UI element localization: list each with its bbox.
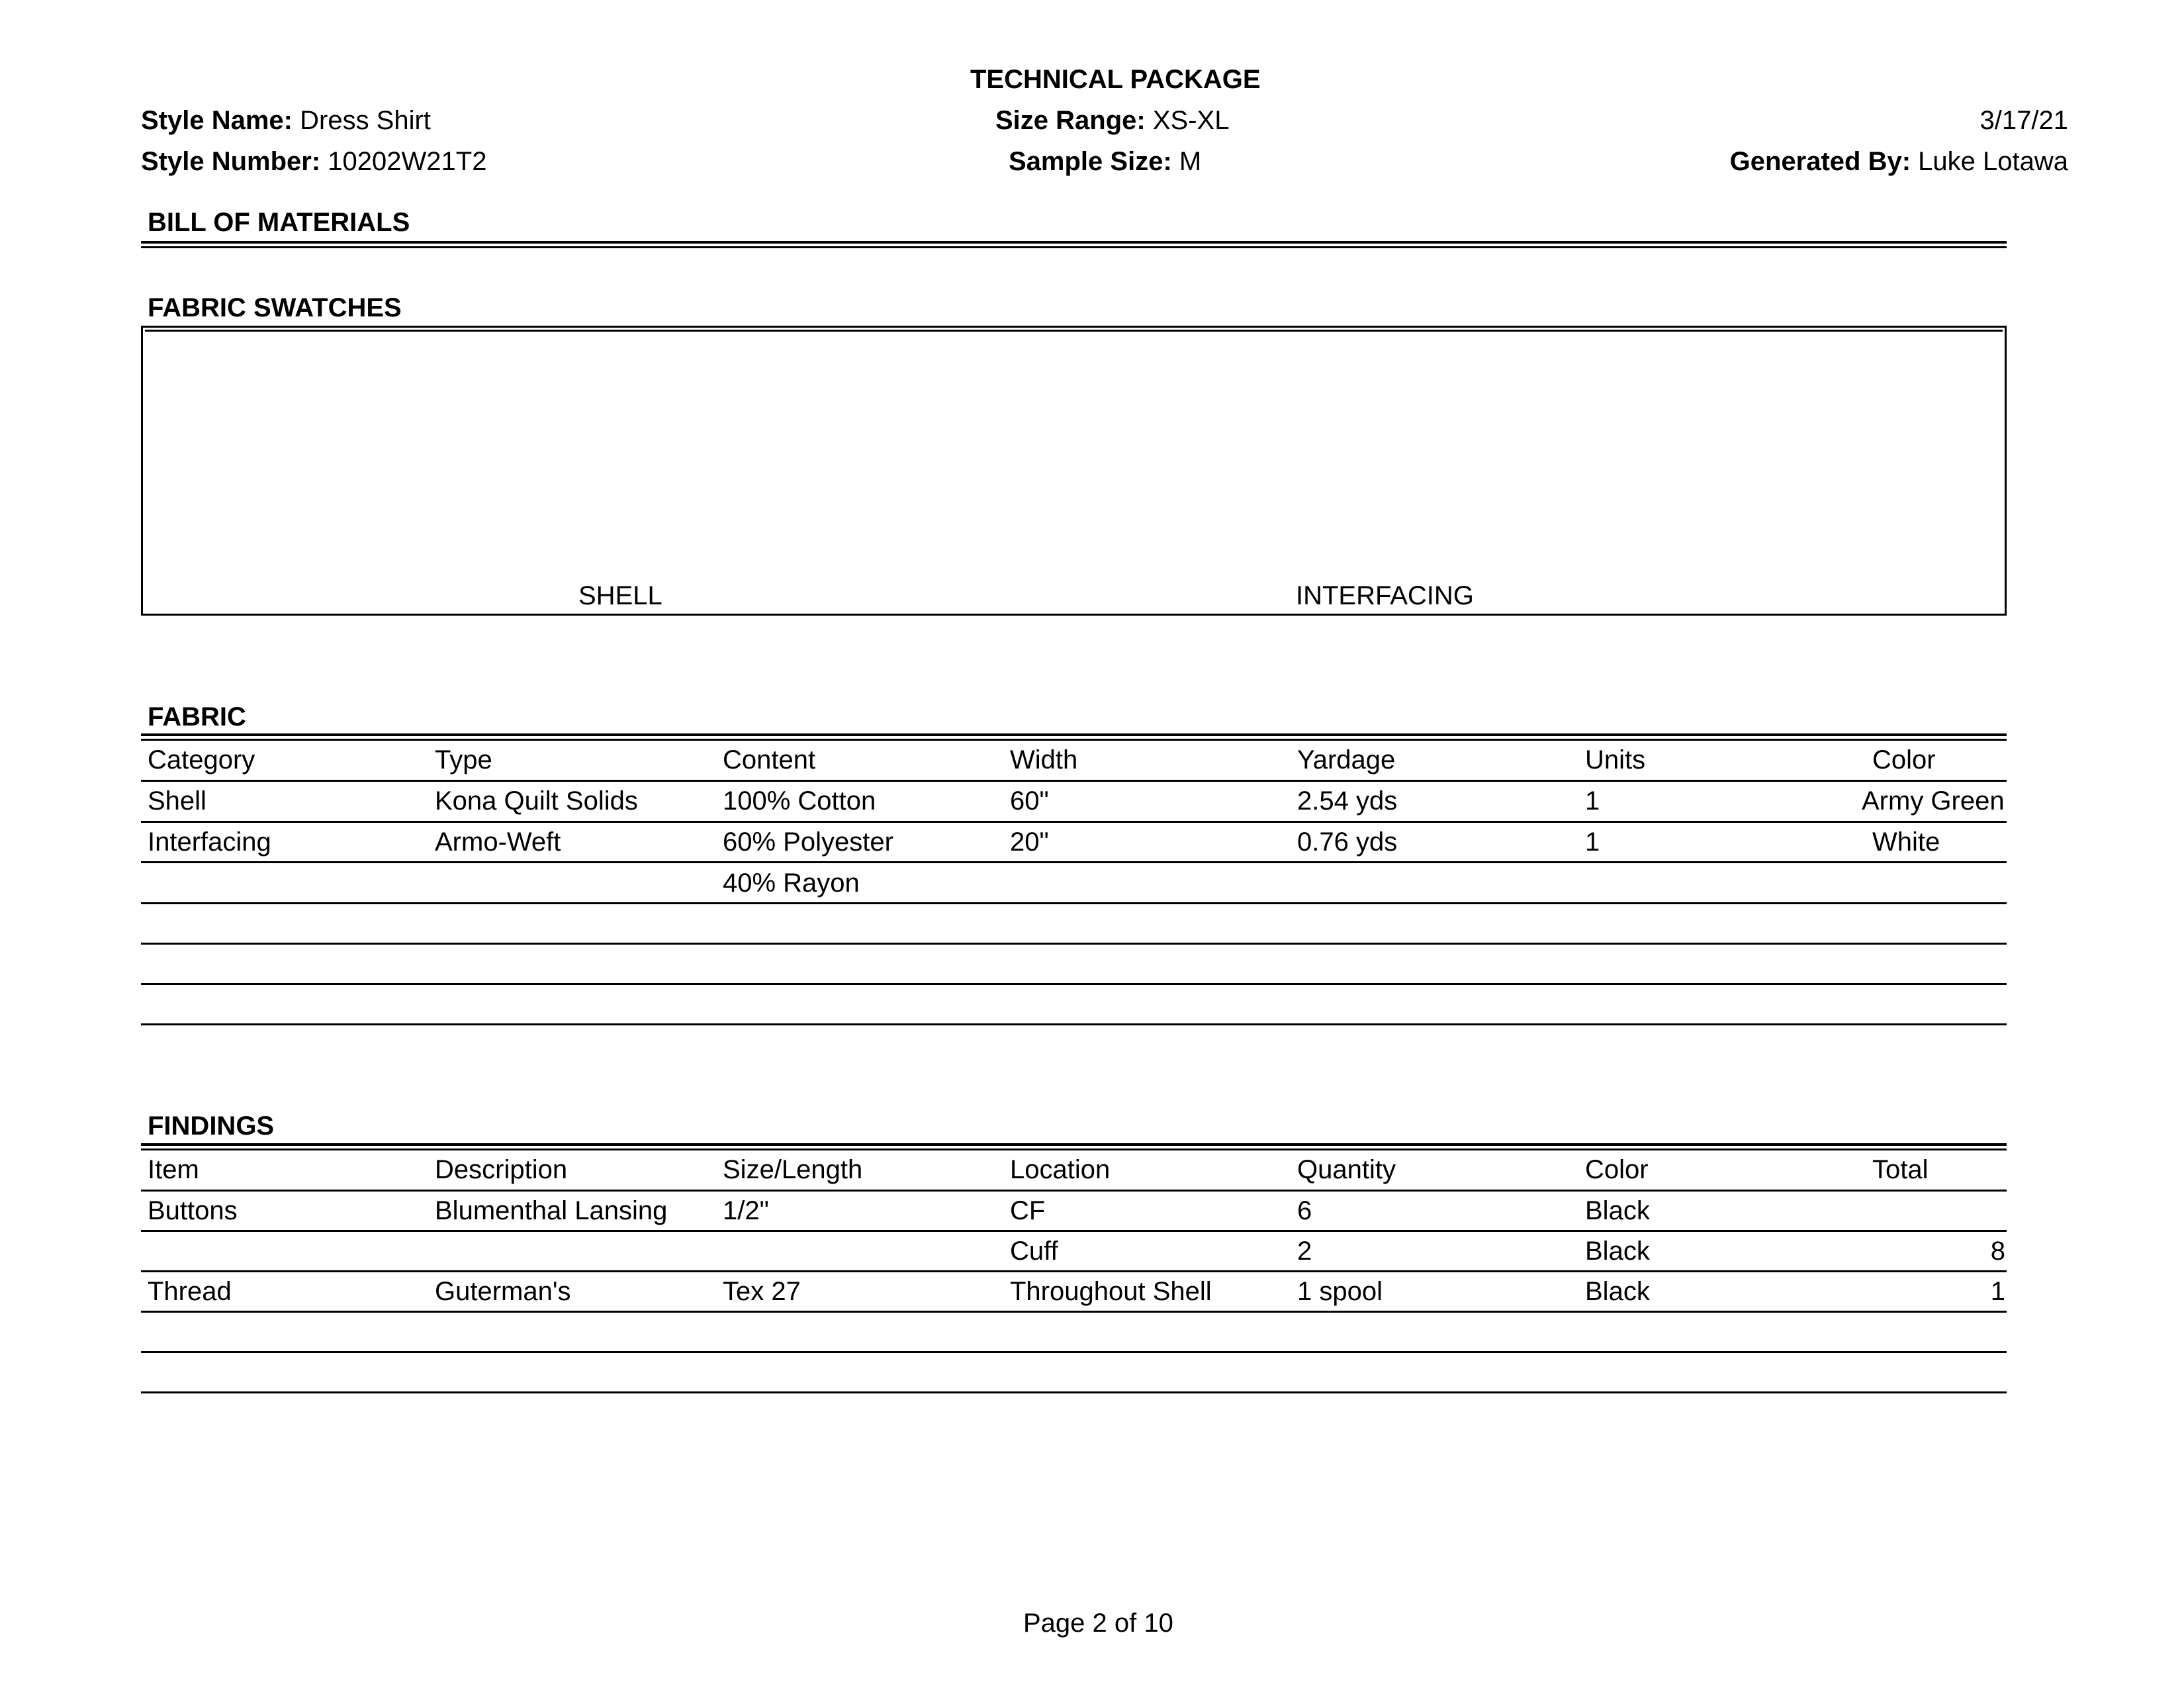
bom-divider-2 <box>141 246 2007 248</box>
findings-cell: Throughout Shell <box>1010 1277 1212 1306</box>
findings-header-location: Location <box>1010 1155 1111 1184</box>
findings-header-quantity: Quantity <box>1297 1155 1396 1184</box>
sample-size-row <box>1009 148 1201 175</box>
fabric-cell: 40% Rayon <box>723 868 860 898</box>
fabric-cell: 100% Cotton <box>723 786 876 816</box>
fabric-divider-2 <box>141 739 2007 741</box>
fabric-row-line <box>141 861 2007 863</box>
style-number-row <box>141 148 486 175</box>
fabric-row-line <box>141 902 2007 904</box>
fabric-cell: Kona Quilt Solids <box>435 786 638 816</box>
document-title: TECHNICAL PACKAGE <box>970 65 1261 94</box>
findings-cell: CF <box>1010 1196 1046 1225</box>
fabric-cell: 0.76 yds <box>1297 827 1398 857</box>
findings-cell: Blumenthal Lansing <box>435 1196 668 1225</box>
fabric-header-units: Units <box>1585 745 1646 774</box>
size-range-value: XS-XL <box>1152 106 1230 135</box>
fabric-cell: 60" <box>1010 786 1049 816</box>
findings-cell: Cuff <box>1010 1237 1058 1266</box>
fabric-cell: Armo-Weft <box>435 827 561 857</box>
swatch-shell-label: SHELL <box>578 581 662 610</box>
fabric-cell: Army Green <box>1862 786 2005 816</box>
fabric-header-width: Width <box>1010 745 1078 774</box>
fabric-cell: 1 <box>1585 786 1600 816</box>
fabric-cell: White <box>1872 827 1940 857</box>
findings-row-line <box>141 1351 2007 1353</box>
fabric-divider <box>141 733 2007 736</box>
bom-title: BILL OF MATERIALS <box>148 208 410 237</box>
fabric-title: FABRIC <box>148 702 246 731</box>
fabric-cell: 20" <box>1010 827 1049 857</box>
findings-row-line <box>141 1270 2007 1272</box>
fabric-row-line <box>141 780 2007 782</box>
size-range-label: Size Range: <box>995 106 1146 135</box>
style-number-label: Style Number: <box>141 147 321 176</box>
findings-row-line <box>141 1190 2007 1192</box>
findings-cell: 1/2" <box>723 1196 769 1225</box>
fabric-cell: 2.54 yds <box>1297 786 1398 816</box>
findings-cell: Black <box>1585 1277 1650 1306</box>
size-range-row <box>995 107 1229 134</box>
findings-title: FINDINGS <box>148 1111 275 1141</box>
findings-cell: Black <box>1585 1237 1650 1266</box>
swatch-interfacing-label: INTERFACING <box>1296 581 1474 610</box>
fabric-cell: 1 <box>1585 827 1600 857</box>
style-number-value: 10202W21T2 <box>328 147 487 176</box>
findings-cell: 1 spool <box>1297 1277 1383 1306</box>
bom-divider <box>141 241 2007 244</box>
date-value: 3/17/21 <box>1979 106 2068 135</box>
findings-divider-2 <box>141 1149 2007 1150</box>
fabric-row-line <box>141 1023 2007 1025</box>
findings-row-line <box>141 1230 2007 1232</box>
findings-cell: 6 <box>1297 1196 1312 1225</box>
swatches-title: FABRIC SWATCHES <box>148 293 402 322</box>
fabric-header-color: Color <box>1872 745 1936 774</box>
findings-cell: 1 <box>1990 1277 2005 1306</box>
sample-size-label: Sample Size: <box>1009 147 1172 176</box>
swatches-box <box>141 326 2007 616</box>
fabric-header-type: Type <box>435 745 492 774</box>
findings-header-color: Color <box>1585 1155 1649 1184</box>
findings-row-line <box>141 1391 2007 1393</box>
fabric-header-content: Content <box>723 745 816 774</box>
findings-cell: Thread <box>148 1277 232 1306</box>
style-name-value: Dress Shirt <box>300 106 431 135</box>
findings-cell: 8 <box>1990 1237 2005 1266</box>
fabric-cell: Shell <box>148 786 206 816</box>
findings-header-item: Item <box>148 1155 199 1184</box>
generated-by-label: Generated By: <box>1729 147 1911 176</box>
style-name-label: Style Name: <box>141 106 293 135</box>
fabric-cell: 60% Polyester <box>723 827 893 857</box>
style-name-row <box>141 107 431 134</box>
findings-divider <box>141 1143 2007 1146</box>
fabric-row-line <box>141 943 2007 945</box>
findings-cell: Black <box>1585 1196 1650 1225</box>
page-number: Page 2 of 10 <box>1023 1609 1173 1638</box>
fabric-cell: Interfacing <box>148 827 271 857</box>
findings-header-size: Size/Length <box>723 1155 863 1184</box>
fabric-row-line <box>141 983 2007 985</box>
fabric-row-line <box>141 821 2007 823</box>
generated-by-value: Luke Lotawa <box>1918 147 2068 176</box>
fabric-header-category: Category <box>148 745 255 774</box>
findings-cell: Guterman's <box>435 1277 571 1306</box>
generated-by-row <box>1730 148 2068 175</box>
findings-row-line <box>141 1311 2007 1313</box>
sample-size-value: M <box>1179 147 1202 176</box>
findings-cell: Buttons <box>148 1196 238 1225</box>
findings-cell: Tex 27 <box>723 1277 801 1306</box>
findings-header-description: Description <box>435 1155 568 1184</box>
fabric-header-yardage: Yardage <box>1297 745 1396 774</box>
findings-cell: 2 <box>1297 1237 1312 1266</box>
findings-header-total: Total <box>1872 1155 1929 1184</box>
